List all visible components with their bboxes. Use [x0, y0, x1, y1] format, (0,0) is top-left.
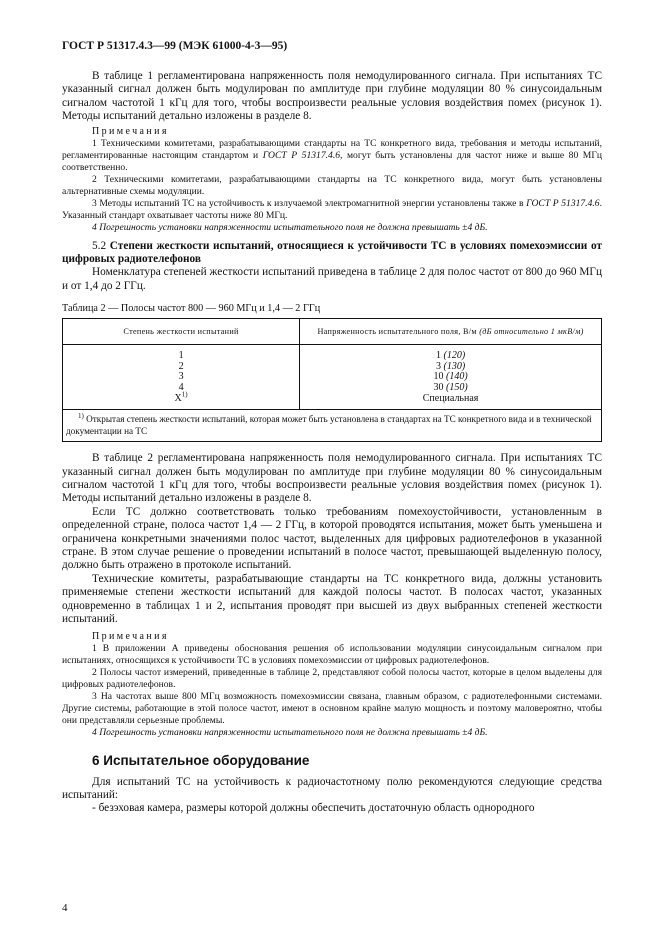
note-item: 2 Полосы частот измерений, приведенные в таблице 2, представляют собой полосы частот, которые в целом выделены для цифровых радиотелефонов. [62, 666, 602, 690]
paragraph-country-requirements: Если ТС должно соответствовать только требованиям помехоустойчивости, установленным в определенной стране, полоса частот 1,4 — 2 ГГц, в которой проводятся испытания, может быть уменьшена и ограничена конкретными значениями полос частот, выделенных для цифровых радиотелефонов в указанной стране. В этом случае решение о проведении испытаний в полосе частот, превышающей выделенную полосу, должно быть отражено в протоколе испытаний. [62, 505, 602, 572]
table-row: 2 3 (130) [63, 362, 602, 373]
section-6-heading: 6 Испытательное оборудование [92, 752, 310, 768]
paragraph-test-equipment: Для испытаний ТС на устойчивость к радиочастотному полю рекомендуются следующие средства испытаний: [62, 775, 602, 801]
note-item: 1 Техническими комитетами, разрабатывающими стандарты на ТС конкретного вида, требования и методы испытаний, регламентированные настоящим стандартом и ГОСТ Р 51317.4.6, могут быть установлены для частот ниже и выше 80 МГц соответственно. [62, 137, 603, 173]
note-item: 1 В приложении А приведены обоснования решения об использовании модуляции синусоидальным сигналом при испытаниях, относящихся к устойчивости ТС в условиях помехоэмиссии от цифровых радиотелефонов. [62, 642, 602, 666]
table-row: 3 10 (140) [63, 372, 602, 383]
paragraph-table2-modulation: В таблице 2 регламентирована напряженность поля немодулированного сигнала. При испытаниях ТС указанный сигнал должен быть модулирован по амплитуде при глубине модуляции 80 % синусоидальным сигналом частотой 1 кГц для того, чтобы воспроизвести реальные условия воздействия помех (рисунок 1). Методы испытаний детально изложены в разделе 8. [62, 452, 602, 505]
table-row: 4 30 (150) [63, 383, 602, 394]
page-number: 4 [62, 902, 68, 914]
note-item: 3 Методы испытаний ТС на устойчивость к излучаемой электромагнитной энергии установлены также в ГОСТ Р 51317.4.6. Указанный стандарт охватывает частоты ниже 80 МГц. [62, 197, 603, 221]
standard-reference: ГОСТ Р 51317.4.6 [526, 197, 600, 209]
note-item: 4 Погрешность установки напряженности испытательного поля не должна превышать ±4 дБ. [92, 726, 488, 738]
document-page [62, 40, 602, 816]
table-header-field-strength: Напряженность испытательного поля, В/м (дБ относительно 1 мкВ/м) [300, 319, 602, 345]
table-footnote: $^{1)}$ Открытая степень жесткости испытаний, которая может быть установлена в стандартах на ТС конкретного вида и в технической документации на ТС [63, 410, 602, 442]
section-5-2-heading: 5.2 Степени жесткости испытаний, относящиеся к устойчивости ТС в условиях помехоэмиссии от цифровых радиотелефонов [62, 239, 602, 266]
list-item: - безэховая камера, размеры которой должны обеспечить достаточную область однородного [92, 802, 535, 815]
table-row: 1 1 (120) [63, 345, 602, 362]
table-caption: Таблица 2 — Полосы частот 800 — 960 МГц и 1,4 — 2 ГГц [62, 303, 321, 315]
standard-reference: ГОСТ Р 51317.4.6 [262, 149, 341, 161]
paragraph-technical-committees: Технические комитеты, разрабатывающие стандарты на ТС конкретного вида, должны установить применяемые степени жесткости испытаний для каждой полосы частот. В полосах частот, указанных одновременно в таблицах 1 и 2, испытания проводят при высшей из двух выбранных степеней жесткости испытаний. [62, 572, 602, 626]
severity-table [62, 318, 602, 442]
standard-header: ГОСТ Р 51317.4.3—99 (МЭК 61000-4-3—95) [62, 40, 288, 52]
notes-heading: Примечания [92, 630, 169, 642]
table-row: $X^{1)}$ Специальная [63, 394, 602, 410]
paragraph-table2-intro: Номенклатура степеней жесткости испытаний приведена в таблице 2 для полос частот от 800 до 960 МГц и от 1,4 до 2 ГГц. [62, 266, 602, 292]
note-item: 3 На частотах выше 800 МГц возможность помехоэмиссии связана, главным образом, с радиотелефонными системами. Другие системы, работающие в этой полосе частот, имеют в основном крайне малую мощность и поэтому маловероятно, чтобы они представляли серьезные проблемы. [62, 690, 602, 726]
table-header-severity: Степень жесткости испытаний [63, 319, 300, 345]
note-item: 2 Техническими комитетами, разрабатывающими стандарты на ТС конкретного вида, могут быть установлены альтернативные схемы модуляции. [62, 173, 602, 197]
paragraph-table1-modulation: В таблице 1 регламентирована напряженность поля немодулированного сигнала. При испытаниях ТС указанный сигнал должен быть модулирован по амплитуде при глубине модуляции 80 % синусоидальным сигналом частотой 1 кГц для того, чтобы воспроизвести реальные условия воздействия помех (рисунок 1). Методы испытаний детально изложены в разделе 8. [62, 70, 602, 123]
notes-heading: Примечания [92, 125, 169, 137]
note-item: 4 Погрешность установки напряженности испытательного поля не должна превышать ±4 дБ. [92, 221, 488, 233]
